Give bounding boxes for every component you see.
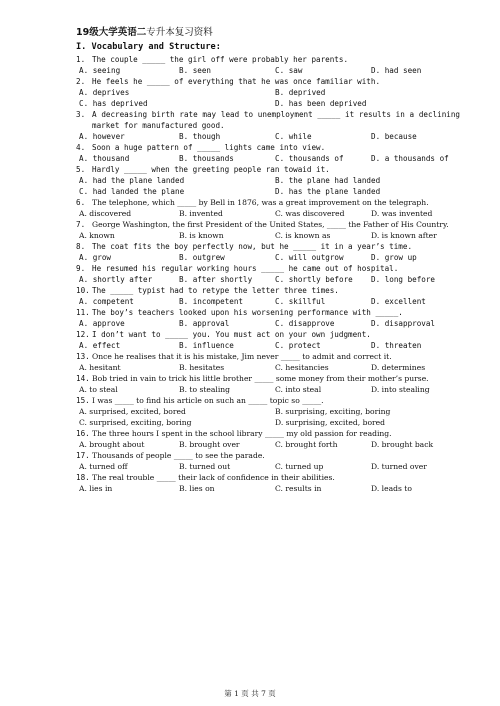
question-stem (76, 219, 460, 230)
answer-options (76, 153, 460, 164)
answer-option: C. disapprove (275, 319, 335, 328)
answer-option: B. though (179, 132, 221, 141)
question-stem (76, 54, 460, 65)
answer-option: A. brought about (79, 440, 145, 449)
answer-option: D. into stealing (371, 385, 430, 394)
question-text: The couple _____ the girl off were probably her parents. (92, 55, 349, 64)
answer-options (76, 175, 460, 197)
answer-option: D. disapproval (371, 319, 436, 328)
answer-option: C. will outgrow (275, 253, 344, 262)
answer-option: C. protect (275, 341, 321, 350)
answer-option: C. had landed the plane (79, 187, 185, 196)
question-text: The boy’s teachers looked upon his worsening performance with _____. (92, 308, 403, 317)
question-number: 7. (76, 220, 86, 229)
answer-option: A. grow (79, 253, 112, 262)
question-list (76, 54, 465, 494)
answer-option: B. to stealing (179, 385, 231, 394)
answer-options (76, 296, 460, 307)
answer-option: C. while (275, 132, 312, 141)
answer-option: B. is known (179, 231, 224, 240)
answer-options (76, 461, 460, 472)
question-number: 1. (76, 55, 86, 64)
answer-option: D. brought back (371, 440, 434, 449)
answer-options (76, 208, 460, 219)
question-text: Thousands of people _____ to see the parade. (92, 451, 265, 460)
answer-option: B. approval (179, 319, 230, 328)
answer-option: D. had seen (371, 66, 422, 75)
question-number: 5. (76, 165, 86, 174)
question-item (76, 307, 460, 329)
answer-option: D. because (371, 132, 417, 141)
answer-option: B. incompetent (179, 297, 244, 306)
answer-option: D. grow up (371, 253, 417, 262)
answer-option: B. the plane had landed (275, 176, 381, 185)
question-stem (76, 164, 460, 175)
answer-option: B. lies on (179, 484, 215, 493)
answer-options (76, 65, 460, 76)
question-stem (76, 241, 460, 252)
answer-option: A. discovered (79, 209, 132, 218)
answer-option: D. leads to (371, 484, 412, 493)
answer-option: A. seeing (79, 66, 121, 75)
question-number: 8. (76, 242, 86, 251)
question-number: 15. (76, 396, 90, 405)
answer-option: D. was invented (371, 209, 433, 218)
question-number: 10. (76, 286, 90, 295)
question-stem (76, 285, 460, 296)
question-stem (76, 197, 460, 208)
question-stem (76, 329, 460, 340)
answer-options (76, 340, 460, 351)
answer-option: D. surprising, excited, bored (275, 418, 385, 427)
answer-option: A. known (79, 231, 115, 240)
question-number: 2. (76, 77, 86, 86)
question-item (76, 54, 460, 76)
answer-option: B. hesitates (179, 363, 225, 372)
page-footer: 第 1 页 共 7 页 (224, 689, 276, 698)
answer-options (76, 439, 460, 450)
answer-option: D. has been deprived (275, 99, 367, 108)
question-stem (76, 395, 460, 406)
question-item (76, 351, 460, 373)
answer-option: B. invented (179, 209, 223, 218)
question-text: A decreasing birth rate may lead to unemployment _____ it results in a declining market for manufactured good. (92, 110, 465, 130)
answer-options (76, 406, 460, 428)
question-item (76, 428, 460, 450)
page-title (76, 26, 460, 39)
answer-option: C. hesitancies (275, 363, 329, 372)
question-text: I was _____ to find his article on such an _____ topic so _____. (92, 396, 324, 405)
question-number: 12. (76, 330, 90, 339)
question-item (76, 197, 460, 219)
answer-option: C. thousands of (275, 154, 344, 163)
question-text: George Washington, the first President of the United States, _____ the Father of His Country. (92, 220, 449, 229)
section-heading: I. Vocabulary and Structure: (76, 42, 221, 52)
question-item (76, 241, 460, 263)
question-item (76, 395, 460, 428)
question-item (76, 329, 460, 351)
question-item (76, 142, 460, 164)
question-stem (76, 450, 460, 461)
answer-option: D. threaten (371, 341, 422, 350)
question-number: 18. (76, 473, 90, 482)
answer-option: A. hesitant (79, 363, 121, 372)
answer-options (76, 384, 460, 395)
answer-option: B. after shortly (179, 275, 253, 284)
question-item (76, 472, 460, 494)
question-number: 3. (76, 110, 86, 119)
question-item (76, 219, 460, 241)
question-item (76, 450, 460, 472)
question-text: He resumed his regular working hours _____ he came out of hospital. (92, 264, 399, 273)
question-text: Hardly _____ when the greeting people ran towaid it. (92, 165, 330, 174)
question-text: The _____ typist had to retype the letter three times. (92, 286, 339, 295)
answer-options (76, 230, 460, 241)
answer-option: B. seen (179, 66, 212, 75)
answer-options (76, 87, 460, 109)
answer-option: B. influence (179, 341, 234, 350)
question-item (76, 373, 460, 395)
answer-option: A. thousand (79, 154, 130, 163)
answer-option: B. outgrew (179, 253, 225, 262)
question-item (76, 263, 460, 285)
answer-option: A. turned off (79, 462, 128, 471)
answer-options (76, 131, 460, 142)
answer-option: B. surprising, exciting, boring (275, 407, 391, 416)
answer-option: C. was discovered (275, 209, 345, 218)
answer-option: D. has the plane landed (275, 187, 381, 196)
question-stem (76, 472, 460, 483)
answer-option: A. surprised, excited, bored (79, 407, 186, 416)
answer-option: C. brought forth (275, 440, 338, 449)
question-stem (76, 109, 465, 131)
question-text: Soon a huge pattern of _____ lights came into view. (92, 143, 326, 152)
question-stem (76, 307, 460, 318)
question-number: 13. (76, 352, 90, 361)
question-item (76, 109, 465, 142)
answer-option: C. skillful (275, 297, 326, 306)
question-stem (76, 351, 460, 362)
question-number: 11. (76, 308, 90, 317)
answer-option: D. long before (371, 275, 436, 284)
answer-option: C. surprised, exciting, boring (79, 418, 192, 427)
question-text: The real trouble _____ their lack of confidence in their abilities. (92, 473, 335, 482)
question-text: I don’t want to _____ you. You must act on your own judgment. (92, 330, 371, 339)
answer-option: D. turned over (371, 462, 427, 471)
question-number: 4. (76, 143, 86, 152)
answer-option: B. deprived (275, 88, 326, 97)
question-number: 9. (76, 264, 86, 273)
question-text: The telephone, which _____ by Bell in 1876, was a great improvement on the telegraph. (92, 198, 429, 207)
question-number: 6. (76, 198, 86, 207)
answer-options (76, 483, 460, 494)
question-stem (76, 142, 460, 153)
answer-options (76, 252, 460, 263)
answer-option: B. brought over (179, 440, 240, 449)
question-text: Once he realises that it is his mistake, Jim never _____ to admit and correct it. (92, 352, 392, 361)
title-rest: 专升本复习资料 (146, 27, 213, 38)
answer-option: B. turned out (179, 462, 231, 471)
document-page (76, 26, 465, 494)
answer-option: D. a thousands of (371, 154, 449, 163)
question-stem (76, 428, 460, 439)
answer-option: A. effect (79, 341, 121, 350)
title-bold: 19级大学英语二 (76, 27, 147, 38)
answer-option: C. results in (275, 484, 322, 493)
answer-options (76, 318, 460, 329)
answer-option: A. competent (79, 297, 134, 306)
question-text: He feels he _____ of everything that he was once familiar with. (92, 77, 381, 86)
question-item (76, 164, 460, 197)
question-item (76, 285, 460, 307)
question-number: 17. (76, 451, 90, 460)
answer-option: A. to steal (79, 385, 118, 394)
answer-option: A. had the plane landed (79, 176, 185, 185)
answer-option: C. is known as (275, 231, 331, 240)
answer-option: C. saw (275, 66, 303, 75)
question-stem (76, 263, 460, 274)
question-text: The three hours I spent in the school library _____ my old passion for reading. (92, 429, 392, 438)
answer-option: D. is known after (371, 231, 437, 240)
question-number: 14. (76, 374, 90, 383)
answer-option: A. approve (79, 319, 125, 328)
question-text: Bob tried in vain to trick his little brother _____ some money from their mother’s purse. (92, 374, 429, 383)
question-stem (76, 373, 460, 384)
answer-option: C. shortly before (275, 275, 353, 284)
question-stem (76, 76, 460, 87)
answer-option: D. excellent (371, 297, 426, 306)
answer-option: A. lies in (79, 484, 113, 493)
answer-option: D. determines (371, 363, 426, 372)
answer-option: A. shortly after (79, 275, 153, 284)
answer-options (76, 362, 460, 373)
answer-options (76, 274, 460, 285)
answer-option: C. has deprived (79, 99, 148, 108)
question-number: 16. (76, 429, 90, 438)
answer-option: A. however (79, 132, 125, 141)
answer-option: C. turned up (275, 462, 324, 471)
answer-option: C. into steal (275, 385, 322, 394)
answer-option: B. thousands (179, 154, 234, 163)
question-text: The coat fits the boy perfectly now, but he _____ it in a year’s time. (92, 242, 413, 251)
answer-option: A. deprives (79, 88, 130, 97)
question-item (76, 76, 460, 109)
